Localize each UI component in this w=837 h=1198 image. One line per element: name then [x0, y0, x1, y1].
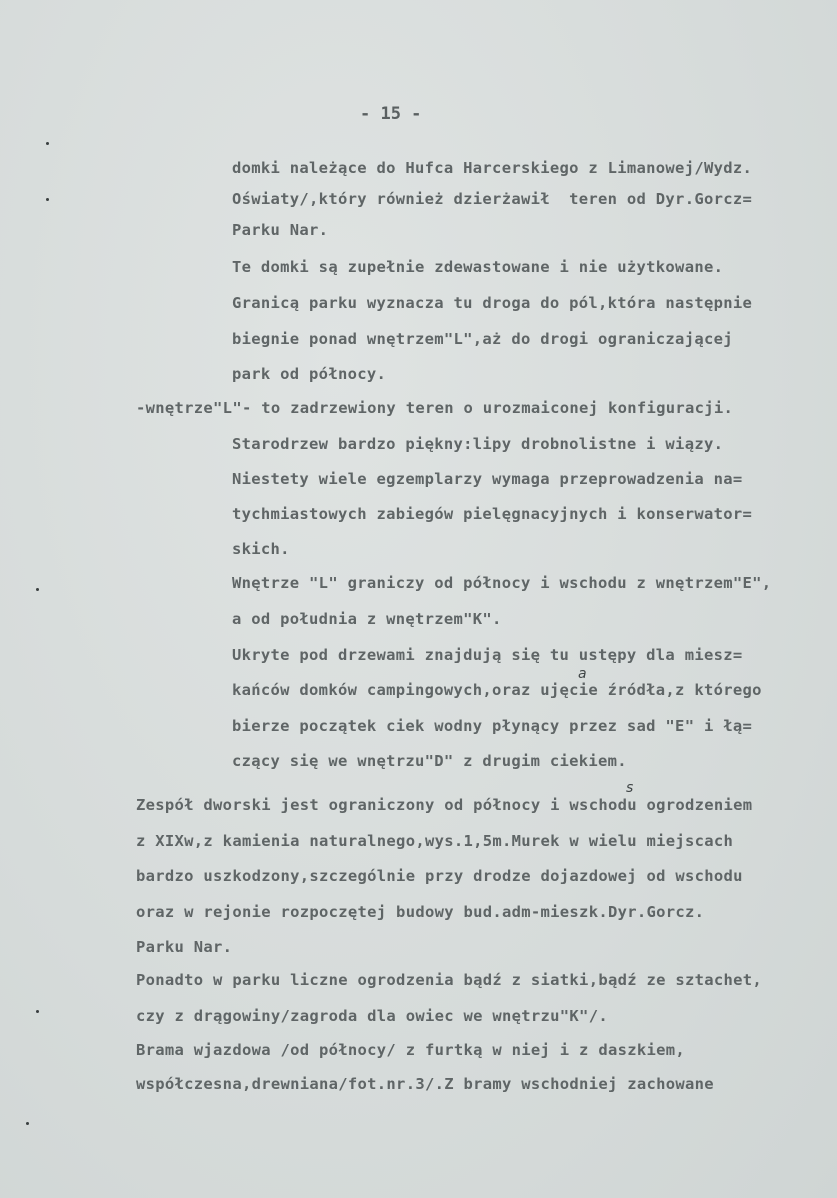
text-line: Oświaty/,który również dzierżawił teren od Dyr.Gorcz=	[232, 190, 753, 208]
margin-dot	[46, 198, 49, 201]
margin-dot	[36, 1010, 39, 1013]
text-line: współczesna,drewniana/fot.nr.3/.Z bramy wschodniej zachowane	[136, 1075, 714, 1093]
text-line: Ukryte pod drzewami znajdują się tu ustępy dla miesz=	[232, 646, 743, 664]
text-line: -wnętrze"L"- to zadrzewiony teren o urozmaiconej konfiguracji.	[136, 399, 734, 417]
text-line: Niestety wiele egzemplarzy wymaga przeprowadzenia na=	[232, 470, 743, 488]
text-line: Ponadto w parku liczne ogrodzenia bądź z siatki,bądź ze sztachet,	[136, 971, 763, 989]
text-line: Granicą parku wyznacza tu droga do pól,która następnie	[232, 294, 753, 312]
text-line: kańców domków campingowych,oraz ujęcie źródła,z którego	[232, 681, 762, 699]
text-line: a od południa z wnętrzem"K".	[232, 610, 502, 628]
text-line: tychmiastowych zabiegów pielęgnacyjnych i konserwator=	[232, 505, 753, 523]
handwritten-correction: a	[578, 666, 587, 682]
text-line: Brama wjazdowa /od północy/ z furtką w niej i z daszkiem,	[136, 1041, 686, 1059]
text-line: biegnie ponad wnętrzem"L",aż do drogi ograniczającej	[232, 330, 733, 348]
text-line: oraz w rejonie rozpoczętej budowy bud.adm-mieszk.Dyr.Gorcz.	[136, 903, 705, 921]
text-line: park od północy.	[232, 365, 387, 383]
text-line: Starodrzew bardzo piękny:lipy drobnolistne i wiązy.	[232, 435, 724, 453]
text-line: bierze początek ciek wodny płynący przez sad "E" i łą=	[232, 717, 753, 735]
margin-dot	[46, 142, 49, 145]
text-line: domki należące do Hufca Harcerskiego z Limanowej/Wydz.	[232, 159, 753, 177]
text-line: Parku Nar.	[232, 221, 329, 239]
margin-dot	[36, 588, 39, 591]
text-line: skich.	[232, 540, 290, 558]
margin-dot	[26, 1122, 29, 1125]
page-number: - 15 -	[360, 104, 422, 124]
text-line: Zespół dworski jest ograniczony od północy i wschodu ogrodzeniem	[136, 796, 753, 814]
text-line: Parku Nar.	[136, 938, 233, 956]
handwritten-correction: s	[626, 780, 634, 796]
text-line: czy z drągowiny/zagroda dla owiec we wnętrzu"K"/.	[136, 1007, 608, 1025]
text-line: Wnętrze "L" graniczy od północy i wschodu z wnętrzem"E",	[232, 574, 772, 592]
text-line: Te domki są zupełnie zdewastowane i nie użytkowane.	[232, 258, 724, 276]
text-line: bardzo uszkodzony,szczególnie przy drodze dojazdowej od wschodu	[136, 867, 743, 885]
text-line: z XIXw,z kamienia naturalnego,wys.1,5m.Murek w wielu miejscach	[136, 832, 734, 850]
text-line: czący się we wnętrzu"D" z drugim ciekiem.	[232, 752, 627, 770]
